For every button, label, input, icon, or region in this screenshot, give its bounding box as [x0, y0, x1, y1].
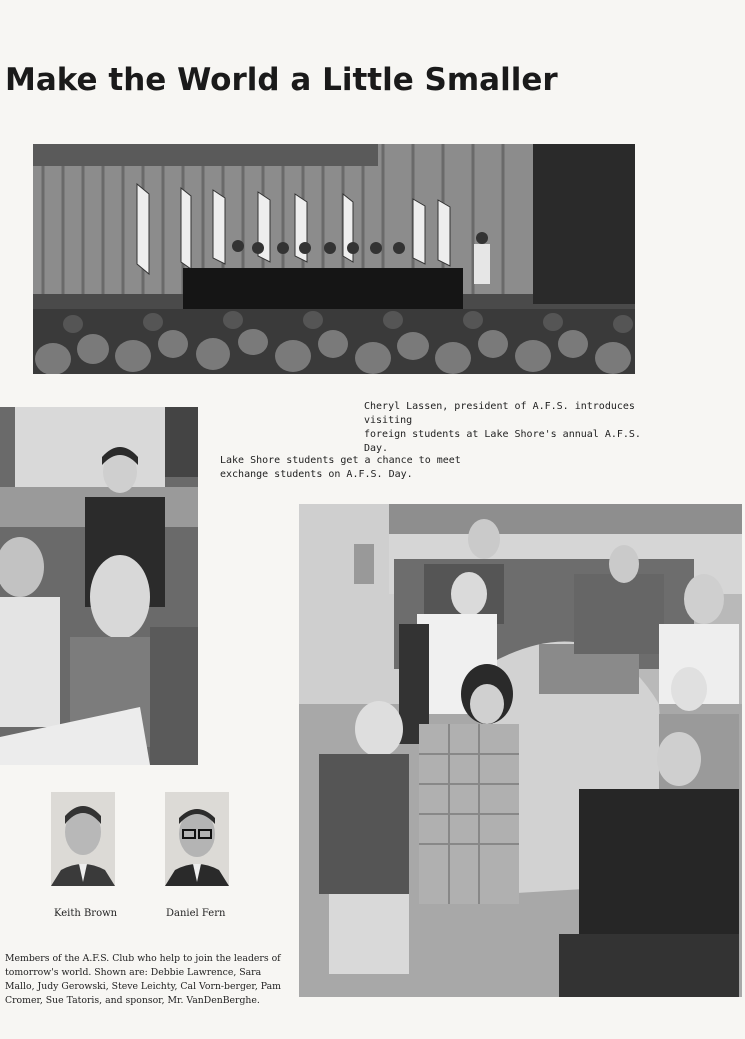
assembly-caption-line-2: foreign students at Lake Shore's annual A.F.S. Day. [364, 429, 641, 454]
assembly-photo [33, 144, 635, 374]
portrait-keith-brown [51, 792, 115, 886]
students-meet-caption-line-2: exchange students on A.F.S. Day. [220, 469, 413, 480]
portrait-daniel-fern [165, 792, 229, 886]
students-meet-photo [0, 407, 198, 765]
assembly-caption-line-1: Cheryl Lassen, president of A.F.S. introduces visiting [364, 401, 635, 426]
students-meet-caption-line-1: Lake Shore students get a chance to meet [220, 455, 461, 466]
club-group-photo [299, 504, 742, 997]
portrait-name-daniel-fern: Daniel Fern [166, 908, 226, 919]
students-meet-caption [220, 454, 480, 482]
assembly-caption [364, 400, 664, 456]
page-title: Make the World a Little Smaller [5, 62, 558, 98]
club-caption: Members of the A.F.S. Club who help to join the leaders of tomorrow's world. Shown are: Debbie Lawrence, Sara Mallo, Judy Gerowski, Steve Leichty, Cal Vorn-berger, Pam Cromer, Sue Tatoris, and sponsor, Mr. VanDenBerghe. [5, 953, 281, 1006]
portrait-name-keith-brown: Keith Brown [54, 908, 118, 919]
